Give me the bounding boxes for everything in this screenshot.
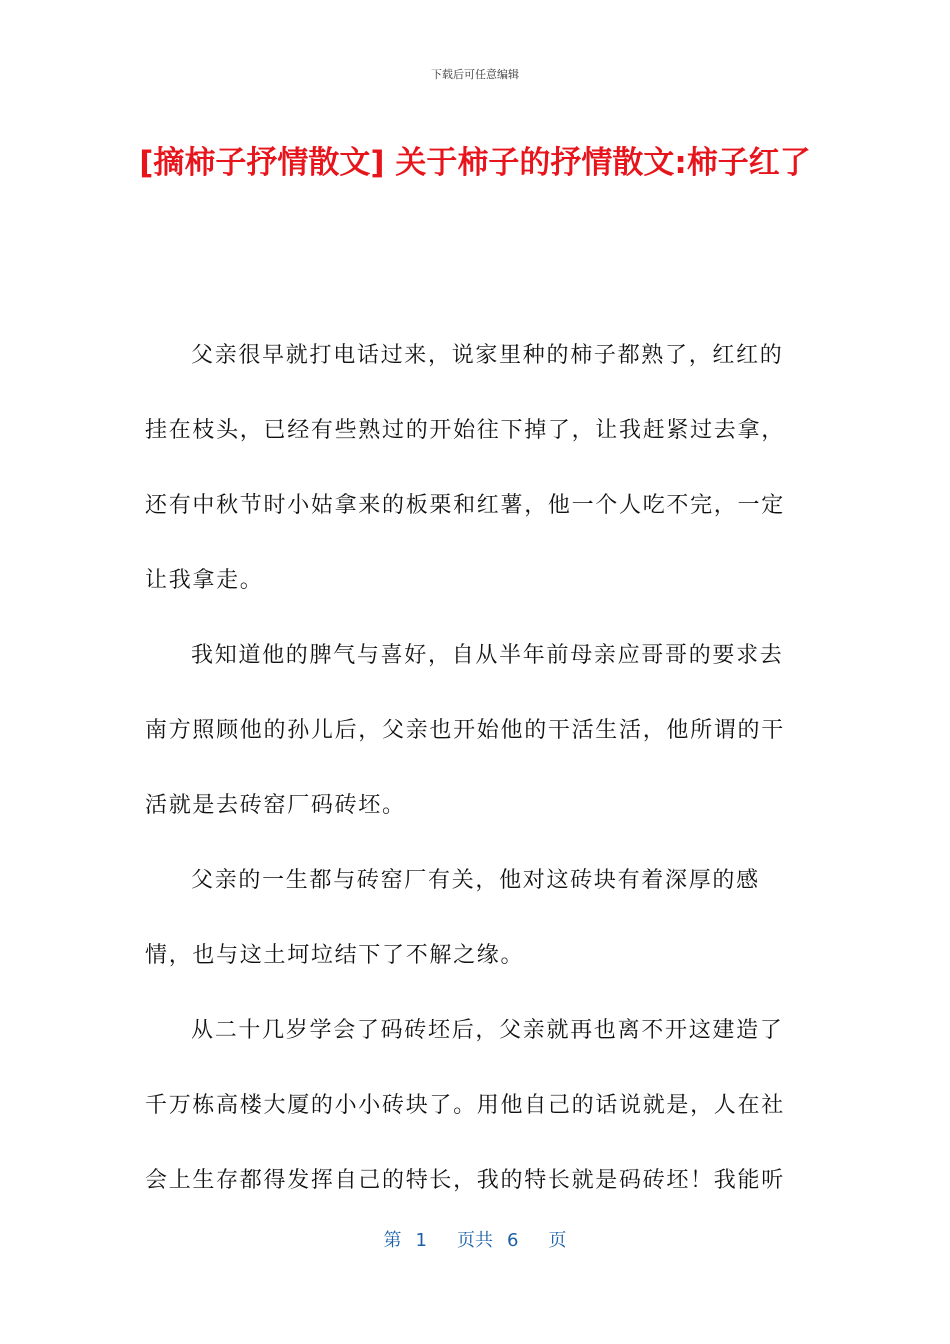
- footer-middle: 页共: [457, 1230, 493, 1251]
- header-note: 下载后可任意编辑: [431, 68, 519, 81]
- paragraph: 从二十几岁学会了码砖坯后，父亲就再也离不开这建造了千万栋高楼大厦的小小砖块了。用他自己的话说就是，人在社会上生存都得发挥自己的特长，我的特长就是码砖坯！我能听: [145, 1018, 785, 1193]
- footer-prefix: 第: [383, 1230, 402, 1251]
- footer-page-number: 1: [415, 1230, 427, 1251]
- article-body: [145, 318, 805, 1218]
- page-title: [摘柿子抒情散文] 关于柿子的抒情散文:柿子红了: [139, 145, 811, 181]
- footer-suffix: 页: [548, 1230, 567, 1251]
- paragraph: 父亲的一生都与砖窑厂有关，他对这砖块有着深厚的感情，也与这土坷垃结下了不解之缘。: [145, 868, 760, 968]
- footer-total-pages: 6: [507, 1230, 519, 1251]
- paragraph: 我知道他的脾气与喜好，自从半年前母亲应哥哥的要求去南方照顾他的孙儿后，父亲也开始他的干活生活，他所谓的干活就是去砖窑厂码砖坯。: [145, 643, 785, 818]
- page-footer: [0, 1226, 950, 1252]
- paragraph: 父亲很早就打电话过来，说家里种的柿子都熟了，红红的挂在枝头，已经有些熟过的开始往下掉了，让我赶紧过去拿，还有中秋节时小姑拿来的板栗和红薯，他一个人吃不完，一定让我拿走。: [145, 343, 785, 593]
